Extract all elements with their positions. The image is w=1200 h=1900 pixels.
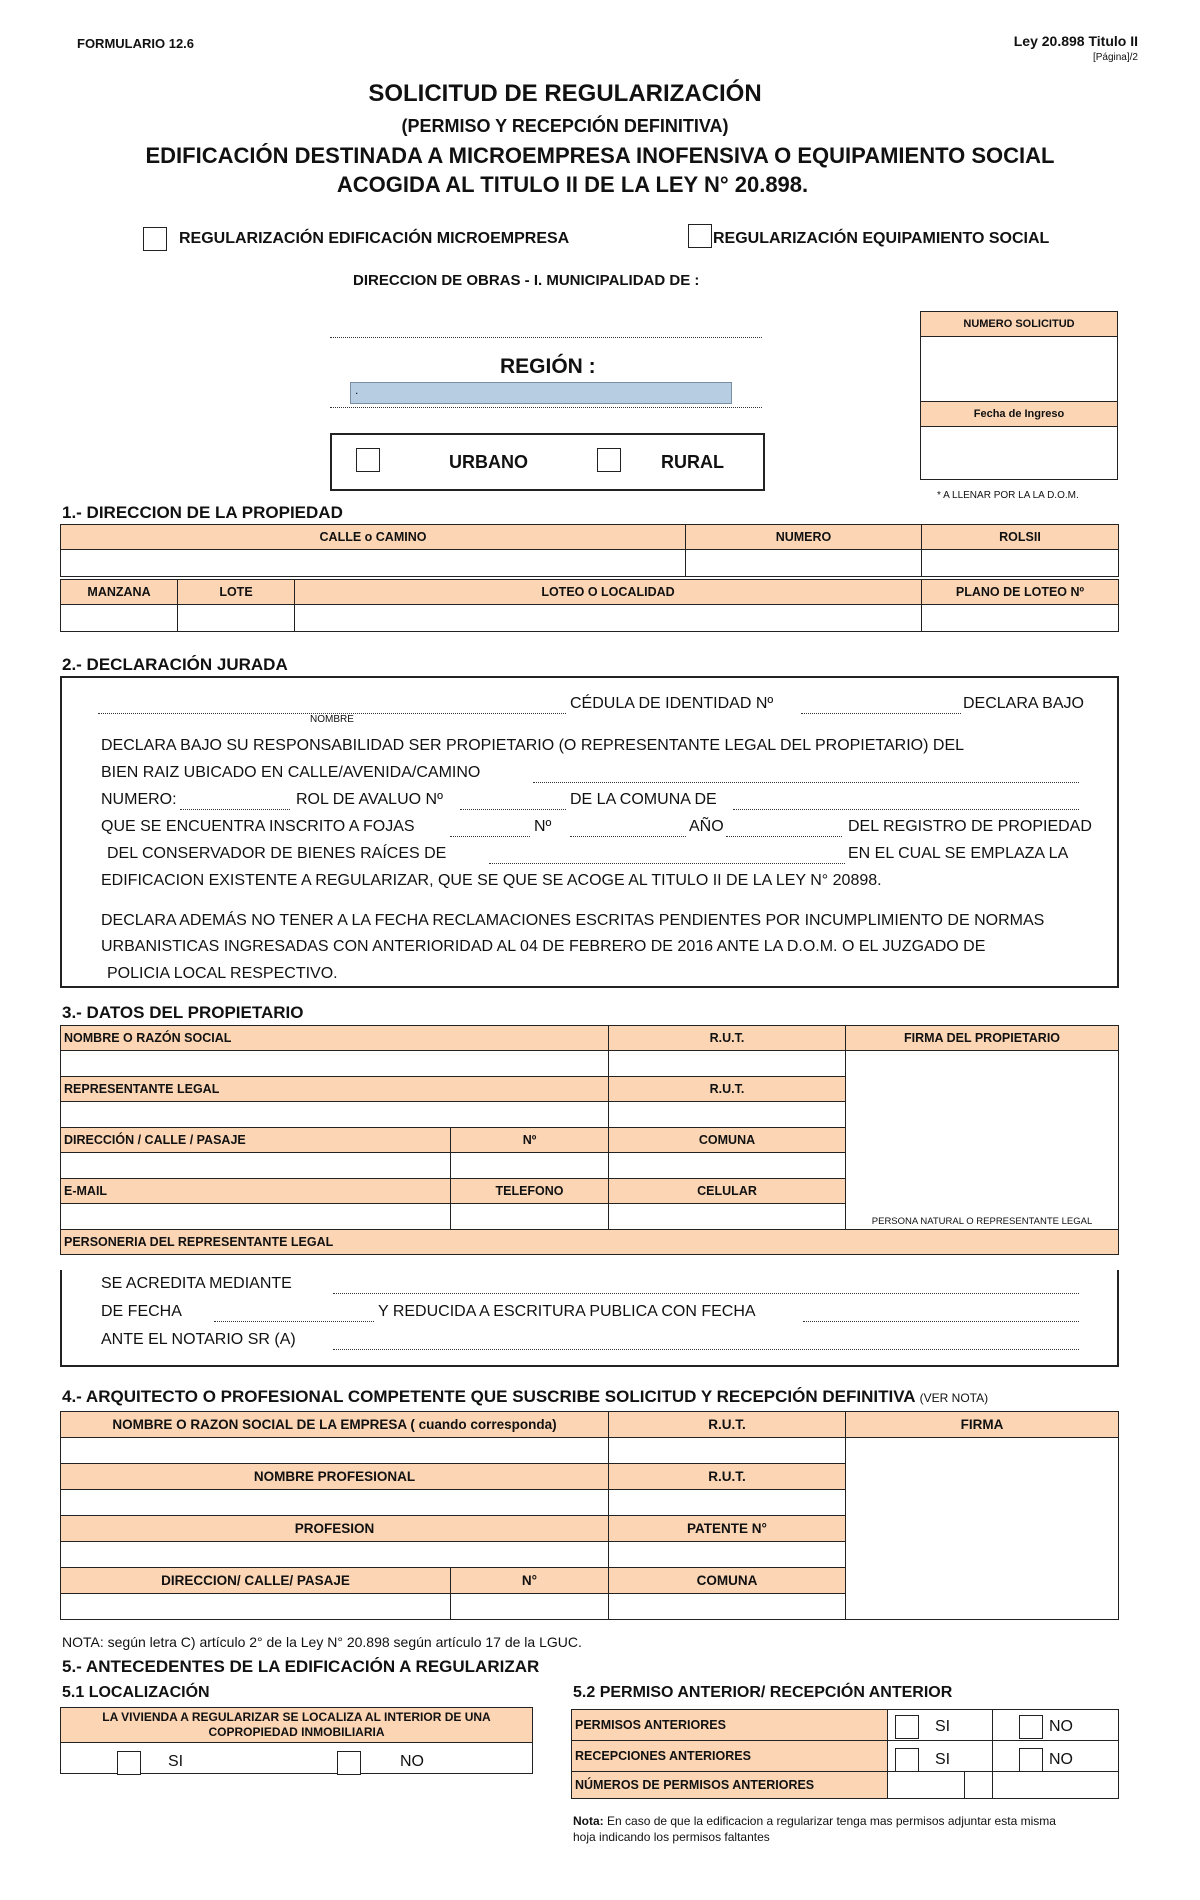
- equipamiento-label: REGULARIZACIÓN EQUIPAMIENTO SOCIAL: [713, 230, 1050, 247]
- region-value: .: [355, 383, 359, 397]
- rolsii-header: ROLSII: [922, 525, 1119, 550]
- recepciones-si-checkbox[interactable]: [895, 1748, 919, 1772]
- plano-header: PLANO DE LOTEO Nº: [922, 580, 1119, 605]
- acredita-label: SE ACREDITA MEDIANTE: [101, 1275, 292, 1292]
- region-label: REGIÓN :: [500, 355, 596, 378]
- fecha-ingreso-label: Fecha de Ingreso: [921, 402, 1118, 427]
- arq-direccion-field[interactable]: [61, 1594, 451, 1620]
- comuna-header: COMUNA: [609, 1128, 846, 1153]
- permisos-anteriores-label: PERMISOS ANTERIORES: [572, 1710, 888, 1741]
- arq-rut-header: R.U.T.: [609, 1412, 846, 1438]
- fecha-label: DE FECHA: [101, 1303, 182, 1320]
- page-number: [Página]/2: [1092, 52, 1138, 63]
- telefono-field[interactable]: [451, 1204, 609, 1230]
- nombre-razon-header: NOMBRE O RAZÓN SOCIAL: [61, 1026, 609, 1051]
- numeros-permisos-field-2[interactable]: [965, 1772, 993, 1799]
- profesional-field[interactable]: [61, 1490, 609, 1516]
- urbano-checkbox[interactable]: [356, 448, 380, 472]
- num-field[interactable]: [451, 1153, 609, 1179]
- recepciones-anteriores-label: RECEPCIONES ANTERIORES: [572, 1741, 888, 1772]
- rol-avaluo-field[interactable]: [460, 809, 566, 810]
- form-heading-2: ACOGIDA AL TITULO II DE LA LEY N° 20.898.: [336, 172, 809, 197]
- empresa-field[interactable]: [61, 1438, 609, 1464]
- nota-line-1: En caso de que la edificacion a regularizar tenga mas permisos adjuntar esta misma: [603, 1814, 1056, 1828]
- telefono-header: TELEFONO: [451, 1179, 609, 1204]
- rolsii-field[interactable]: [922, 550, 1119, 577]
- cedula-field[interactable]: [801, 713, 961, 714]
- notario-field[interactable]: [333, 1349, 1079, 1350]
- arq-num-header: N°: [451, 1568, 609, 1594]
- dom-box: [920, 311, 1118, 480]
- nombre-caption: NOMBRE: [310, 714, 354, 725]
- comuna-label: DE LA COMUNA DE: [570, 791, 717, 808]
- vivienda-header: [61, 1708, 533, 1743]
- declara-numero-field[interactable]: [180, 809, 290, 810]
- arq-comuna-header: COMUNA: [609, 1568, 846, 1594]
- section-4-title: [62, 1387, 988, 1407]
- arq-comuna-field[interactable]: [609, 1594, 846, 1620]
- firma-propietario-header: FIRMA DEL PROPIETARIO: [846, 1026, 1119, 1051]
- fojas-label: QUE SE ENCUENTRA INSCRITO A FOJAS: [101, 818, 415, 835]
- fecha-field[interactable]: [214, 1321, 374, 1322]
- permisos-no-checkbox[interactable]: [1019, 1715, 1043, 1739]
- declara-line-10: POLICIA LOCAL RESPECTIVO.: [107, 965, 338, 982]
- vivienda-si-checkbox[interactable]: [117, 1751, 141, 1775]
- rural-label: RURAL: [661, 452, 724, 472]
- rut-header: R.U.T.: [609, 1026, 846, 1051]
- calle-header: CALLE o CAMINO: [61, 525, 686, 550]
- num-header: Nº: [451, 1128, 609, 1153]
- numero-field[interactable]: [686, 550, 922, 577]
- propietario-table: [60, 1025, 1119, 1255]
- section-2-title: 2.- DECLARACIÓN JURADA: [62, 655, 288, 674]
- region-select[interactable]: [350, 382, 732, 404]
- numeros-permisos-field-3[interactable]: [993, 1772, 1119, 1799]
- fojas-field[interactable]: [450, 836, 530, 837]
- fojas-numero-field[interactable]: [570, 836, 686, 837]
- emplaza-label: EN EL CUAL SE EMPLAZA LA: [848, 845, 1069, 862]
- localizacion-title: 5.1 LOCALIZACIÓN: [62, 1684, 210, 1701]
- lote-field[interactable]: [178, 605, 295, 632]
- arq-rut-field[interactable]: [609, 1438, 846, 1464]
- section-1-title: 1.- DIRECCION DE LA PROPIEDAD: [62, 503, 343, 522]
- property-address-table: [60, 524, 1119, 577]
- fecha-ingreso-field[interactable]: [921, 427, 1118, 480]
- manzana-field[interactable]: [61, 605, 178, 632]
- comuna-field[interactable]: [609, 1153, 846, 1179]
- calle-avenida-field[interactable]: [533, 782, 1079, 783]
- representante-field[interactable]: [61, 1102, 609, 1128]
- declara-line-8: DECLARA ADEMÁS NO TENER A LA FECHA RECLAMACIONES ESCRITAS PENDIENTES POR INCUMPLIMIENTO DE NORMAS: [101, 912, 1045, 929]
- loteo-header: LOTEO O LOCALIDAD: [295, 580, 922, 605]
- celular-header: CELULAR: [609, 1179, 846, 1204]
- empresa-header: NOMBRE O RAZON SOCIAL DE LA EMPRESA ( cuando corresponda): [61, 1412, 609, 1438]
- numero-header: NUMERO: [686, 525, 922, 550]
- arq-direccion-header: DIRECCION/ CALLE/ PASAJE: [61, 1568, 451, 1594]
- microempresa-checkbox[interactable]: [143, 227, 167, 251]
- personeria-header: PERSONERIA DEL REPRESENTANTE LEGAL: [61, 1230, 1119, 1255]
- nota-line-2: hoja indicando los permisos faltantes: [573, 1830, 770, 1844]
- form-heading-1: EDIFICACIÓN DESTINADA A MICROEMPRESA INOFENSIVA O EQUIPAMIENTO SOCIAL: [145, 143, 1055, 168]
- firma-propietario-field[interactable]: [846, 1051, 1119, 1230]
- ver-nota: (VER NOTA): [919, 1391, 989, 1405]
- permisos-si-checkbox[interactable]: [895, 1715, 919, 1739]
- form-subtitle: (PERMISO Y RECEPCIÓN DEFINITIVA): [401, 116, 729, 136]
- ano-label: AÑO: [689, 818, 724, 835]
- section-4-heading: 4.- ARQUITECTO O PROFESIONAL COMPETENTE QUE SUSCRIBE SOLICITUD Y RECEPCIÓN DEFINITIVA: [62, 1387, 915, 1406]
- arq-firma-field[interactable]: [846, 1438, 1119, 1620]
- representante-header: REPRESENTANTE LEGAL: [61, 1077, 609, 1102]
- arq-firma-header: FIRMA: [846, 1412, 1119, 1438]
- vivienda-no-label: NO: [400, 1753, 424, 1770]
- permiso-anterior-title: 5.2 PERMISO ANTERIOR/ RECEPCIÓN ANTERIOR: [573, 1684, 953, 1701]
- registro-label: DEL REGISTRO DE PROPIEDAD: [848, 818, 1092, 835]
- direccion-header: DIRECCIÓN / CALLE / PASAJE: [61, 1128, 451, 1153]
- notario-label: ANTE EL NOTARIO SR (A): [101, 1331, 296, 1348]
- nombre-razon-field[interactable]: [61, 1051, 609, 1077]
- arquitecto-table: [60, 1411, 1119, 1620]
- profesion-header: PROFESION: [61, 1516, 609, 1542]
- rut-field[interactable]: [609, 1051, 846, 1077]
- reducida-label: Y REDUCIDA A ESCRITURA PUBLICA CON FECHA: [378, 1303, 756, 1320]
- municipalidad-field[interactable]: [330, 337, 762, 338]
- declara-bajo-label: DECLARA BAJO: [963, 695, 1084, 712]
- patente-field[interactable]: [609, 1542, 846, 1568]
- recepciones-no-label: NO: [1049, 1751, 1073, 1768]
- ano-field[interactable]: [726, 836, 842, 837]
- patente-header: PATENTE N°: [609, 1516, 846, 1542]
- recepciones-no-checkbox[interactable]: [1019, 1748, 1043, 1772]
- numero-solicitud-field[interactable]: [921, 337, 1118, 402]
- rut-rep-field[interactable]: [609, 1102, 846, 1128]
- manzana-header: MANZANA: [61, 580, 178, 605]
- acredita-field[interactable]: [333, 1293, 1079, 1294]
- profesion-field[interactable]: [61, 1542, 609, 1568]
- fojas-numero-label: Nº: [534, 818, 552, 835]
- declara-line-3: BIEN RAIZ UBICADO EN CALLE/AVENIDA/CAMINO: [101, 764, 481, 781]
- conservador-label: DEL CONSERVADOR DE BIENES RAÍCES DE: [107, 845, 447, 862]
- calle-field[interactable]: [61, 550, 686, 577]
- arq-num-field[interactable]: [451, 1594, 609, 1620]
- permisos-si-label: SI: [935, 1718, 951, 1735]
- nota-bold: Nota:: [573, 1814, 604, 1828]
- numero-solicitud-label: NUMERO SOLICITUD: [921, 312, 1118, 337]
- rut-rep-header: R.U.T.: [609, 1077, 846, 1102]
- cedula-label: CÉDULA DE IDENTIDAD Nº: [570, 695, 774, 712]
- law-reference: Ley 20.898 Titulo II: [1013, 33, 1138, 49]
- vivienda-line-1: LA VIVIENDA A REGULARIZAR SE LOCALIZA AL INTERIOR DE UNA: [102, 1710, 491, 1724]
- form-number: FORMULARIO 12.6: [77, 36, 195, 51]
- persona-natural-caption: PERSONA NATURAL O REPRESENTANTE LEGAL: [871, 1216, 1093, 1227]
- direccion-field[interactable]: [61, 1153, 451, 1179]
- rol-avaluo-label: ROL DE AVALUO Nº: [296, 791, 443, 808]
- prof-rut-field[interactable]: [609, 1490, 846, 1516]
- profesional-header: NOMBRE PROFESIONAL: [61, 1464, 609, 1490]
- declara-line-2: DECLARA BAJO SU RESPONSABILIDAD SER PROPIETARIO (O REPRESENTANTE LEGAL DEL PROPIETARIO) DEL: [101, 737, 965, 754]
- plano-field[interactable]: [922, 605, 1119, 632]
- permisos-no-label: NO: [1049, 1718, 1073, 1735]
- numeros-permisos-label: NÚMEROS DE PERMISOS ANTERIORES: [572, 1772, 888, 1799]
- lote-header: LOTE: [178, 580, 295, 605]
- dom-note: * A LLENAR POR LA LA D.O.M.: [937, 490, 1079, 501]
- conservador-field[interactable]: [489, 863, 845, 864]
- celular-field[interactable]: [609, 1204, 846, 1230]
- equipamiento-checkbox[interactable]: [688, 224, 712, 248]
- vivienda-line-2: COPROPIEDAD INMOBILIARIA: [208, 1725, 385, 1739]
- region-underline: [330, 407, 762, 408]
- direccion-obras-label: DIRECCION DE OBRAS - I. MUNICIPALIDAD DE :: [353, 272, 700, 289]
- nota-ley: NOTA: según letra C) artículo 2° de la Ley N° 20.898 según artículo 17 de la LGUC.: [62, 1634, 582, 1650]
- recepciones-si-label: SI: [935, 1751, 951, 1768]
- section-3-title: 3.- DATOS DEL PROPIETARIO: [62, 1003, 304, 1022]
- permisos-nota: [573, 1813, 1118, 1845]
- vivienda-no-checkbox[interactable]: [337, 1751, 361, 1775]
- numero-label: NUMERO:: [101, 791, 177, 808]
- declara-line-7: EDIFICACION EXISTENTE A REGULARIZAR, QUE SE QUE SE ACOGE AL TITULO II DE LA LEY N° 20898.: [101, 872, 882, 889]
- prof-rut-header: R.U.T.: [609, 1464, 846, 1490]
- section-5-title: 5.- ANTECEDENTES DE LA EDIFICACIÓN A REGULARIZAR: [62, 1657, 540, 1676]
- rural-checkbox[interactable]: [597, 448, 621, 472]
- loteo-field[interactable]: [295, 605, 922, 632]
- urbano-label: URBANO: [449, 452, 528, 472]
- numeros-permisos-field-1[interactable]: [888, 1772, 965, 1799]
- form-title: SOLICITUD DE REGULARIZACIÓN: [368, 80, 762, 107]
- microempresa-label: REGULARIZACIÓN EDIFICACIÓN MICROEMPRESA: [179, 230, 570, 247]
- property-lot-table: [60, 579, 1119, 632]
- declara-line-9: URBANISTICAS INGRESADAS CON ANTERIORIDAD AL 04 DE FEBRERO DE 2016 ANTE LA D.O.M. O EL JUZGADO DE: [101, 938, 986, 955]
- declara-comuna-field[interactable]: [733, 809, 1079, 810]
- vivienda-si-label: SI: [168, 1753, 184, 1770]
- email-field[interactable]: [61, 1204, 451, 1230]
- email-header: E-MAIL: [61, 1179, 451, 1204]
- fecha-escritura-field[interactable]: [803, 1321, 1079, 1322]
